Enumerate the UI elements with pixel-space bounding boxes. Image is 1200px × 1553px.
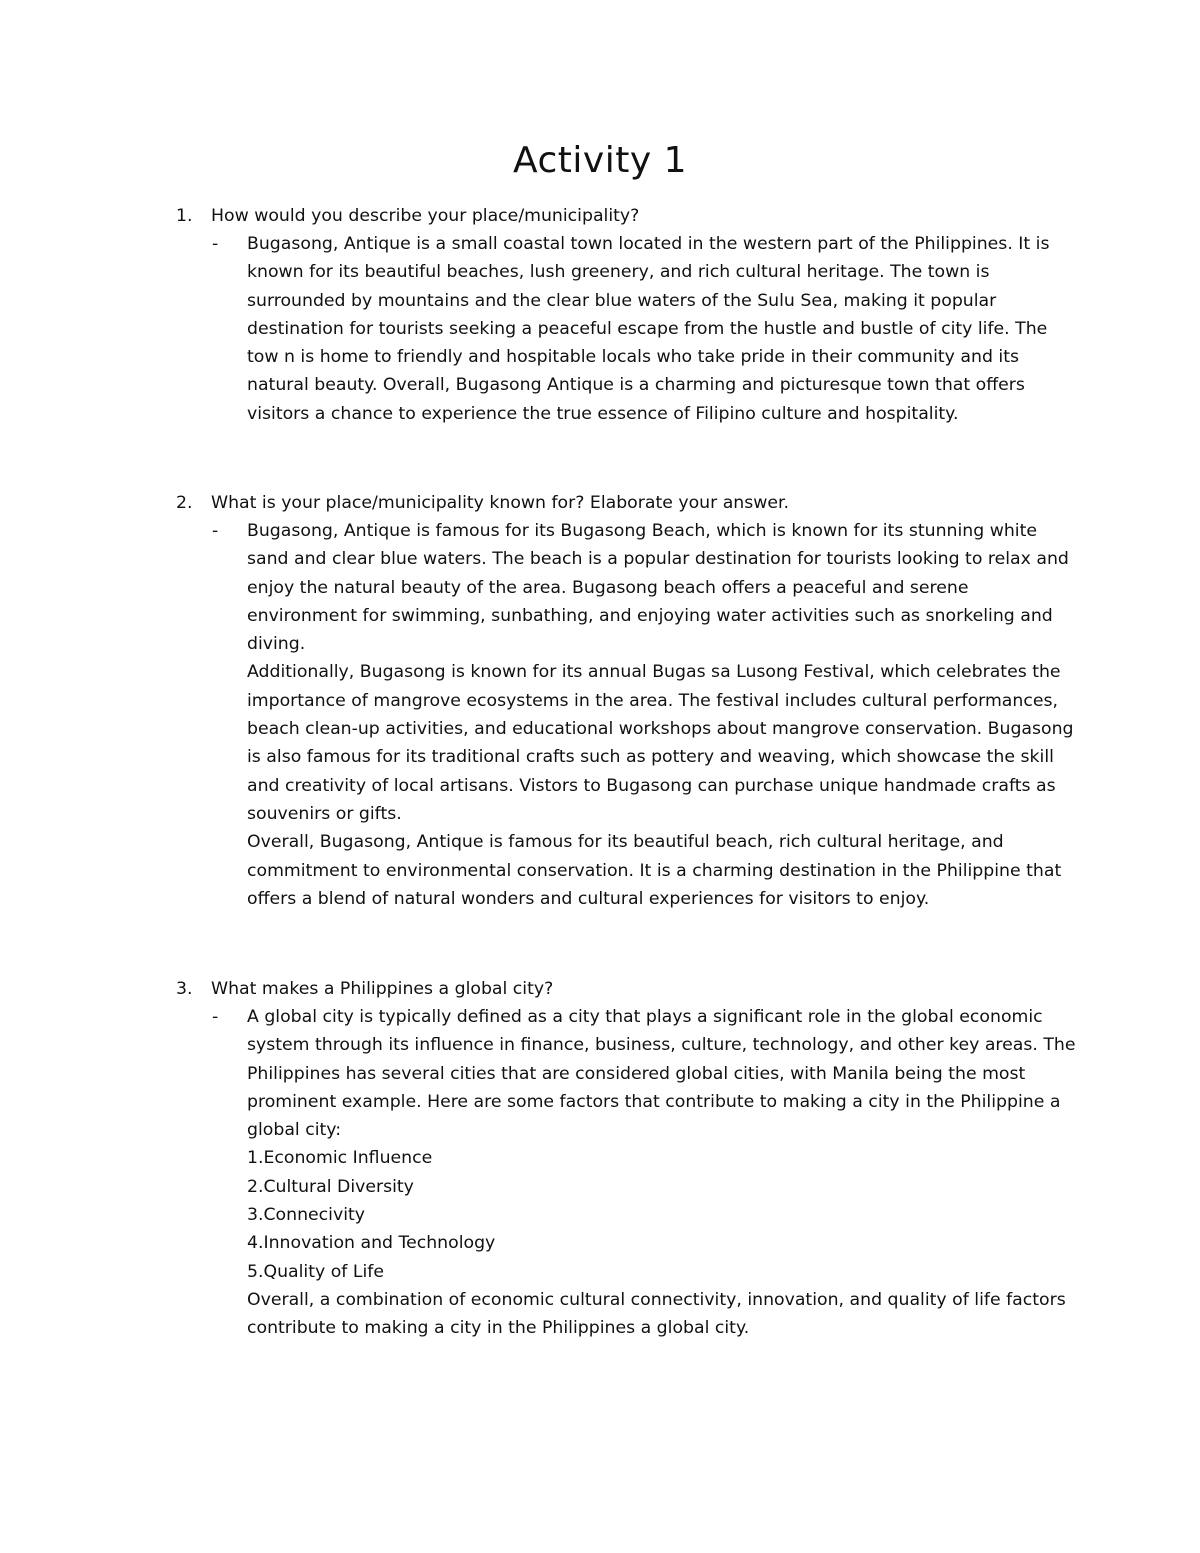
question-number: 1. — [176, 206, 193, 226]
question-text: What makes a Philippines a global city? — [211, 979, 554, 999]
question-text: How would you describe your place/municipality? — [211, 206, 640, 226]
question-text: What is your place/municipality known for? Elaborate your answer. — [211, 493, 790, 513]
answer-paragraph: Additionally, Bugasong is known for its annual Bugas sa Lusong Festival, which celebrates the importance of mangrove ecosystems in the area. The festival includes cultural performances, beach clean-up activities, and educational workshops about mangrove conservation. Bugasong is also famous for its traditional crafts such as pottery and weaving, which showcase the skill and creativity of local artisans. Vistors to Bugasong can purchase unique handmade crafts as souvenirs or gifts. — [247, 662, 1074, 824]
factor-item: 5.Quality of Life — [247, 1261, 385, 1282]
answer-paragraph: Overall, Bugasong, Antique is famous for its beautiful beach, rich cultural heritage, and commitment to environmental conservation. It is a charming destination in the Philippine that offers a blend of natural wonders and cultural experiences for visitors to enjoy. — [247, 832, 1062, 909]
question-1 — [176, 202, 1096, 428]
bullet-dash: - — [212, 521, 219, 541]
page-title: Activity 1 — [513, 140, 687, 181]
question-1-line — [176, 202, 1096, 230]
factor-item: 2.Cultural Diversity — [247, 1176, 414, 1197]
factor-item: 4.Innovation and Technology — [247, 1233, 496, 1254]
bullet-dash: - — [212, 234, 219, 254]
bullet-dash: - — [212, 1007, 219, 1027]
answer-3 — [212, 1003, 1082, 1343]
question-number: 2. — [176, 493, 193, 513]
factor-item: 1.Economic Influence — [247, 1148, 433, 1169]
question-2-line — [176, 489, 1096, 517]
factor-item: 3.Connecivity — [247, 1205, 365, 1226]
answer-1 — [212, 230, 1082, 428]
question-3 — [176, 975, 1096, 1343]
question-number: 3. — [176, 979, 193, 999]
answer-paragraph: Bugasong, Antique is a small coastal town located in the western part of the Philippines. It is known for its beautiful beaches, lush greenery, and rich cultural heritage. The town is surrounded by mountains and the clear blue waters of the Sulu Sea, making it popular destination for tourists seeking a peaceful escape from the hustle and bustle of city life. The tow n is home to friendly and hospitable locals who take pride in their community and its natural beauty. Overall, Bugasong Antique is a charming and picturesque town that offers visitors a chance to experience the true essence of Filipino culture and hospitality. — [247, 234, 1050, 424]
answer-intro: A global city is typically defined as a city that plays a significant role in the global economic system through its influence in finance, business, culture, technology, and other key areas. The Philippines has several cities that are considered global cities, with Manila being the most prominent example. Here are some factors that contribute to making a city in the Philippine a global city: — [247, 1007, 1076, 1141]
question-2 — [176, 489, 1096, 913]
answer-paragraph: Bugasong, Antique is famous for its Bugasong Beach, which is known for its stunning white sand and clear blue waters. The beach is a popular destination for tourists looking to relax and enjoy the natural beauty of the area. Bugasong beach offers a peaceful and serene environment for swimming, sunbathing, and enjoying water activities such as snorkeling and diving. — [247, 521, 1069, 655]
answer-conclusion: Overall, a combination of economic cultural connectivity, innovation, and quality of life factors contribute to making a city in the Philippines a global city. — [247, 1289, 1066, 1339]
answer-2 — [212, 517, 1082, 913]
question-3-line — [176, 975, 1096, 1003]
